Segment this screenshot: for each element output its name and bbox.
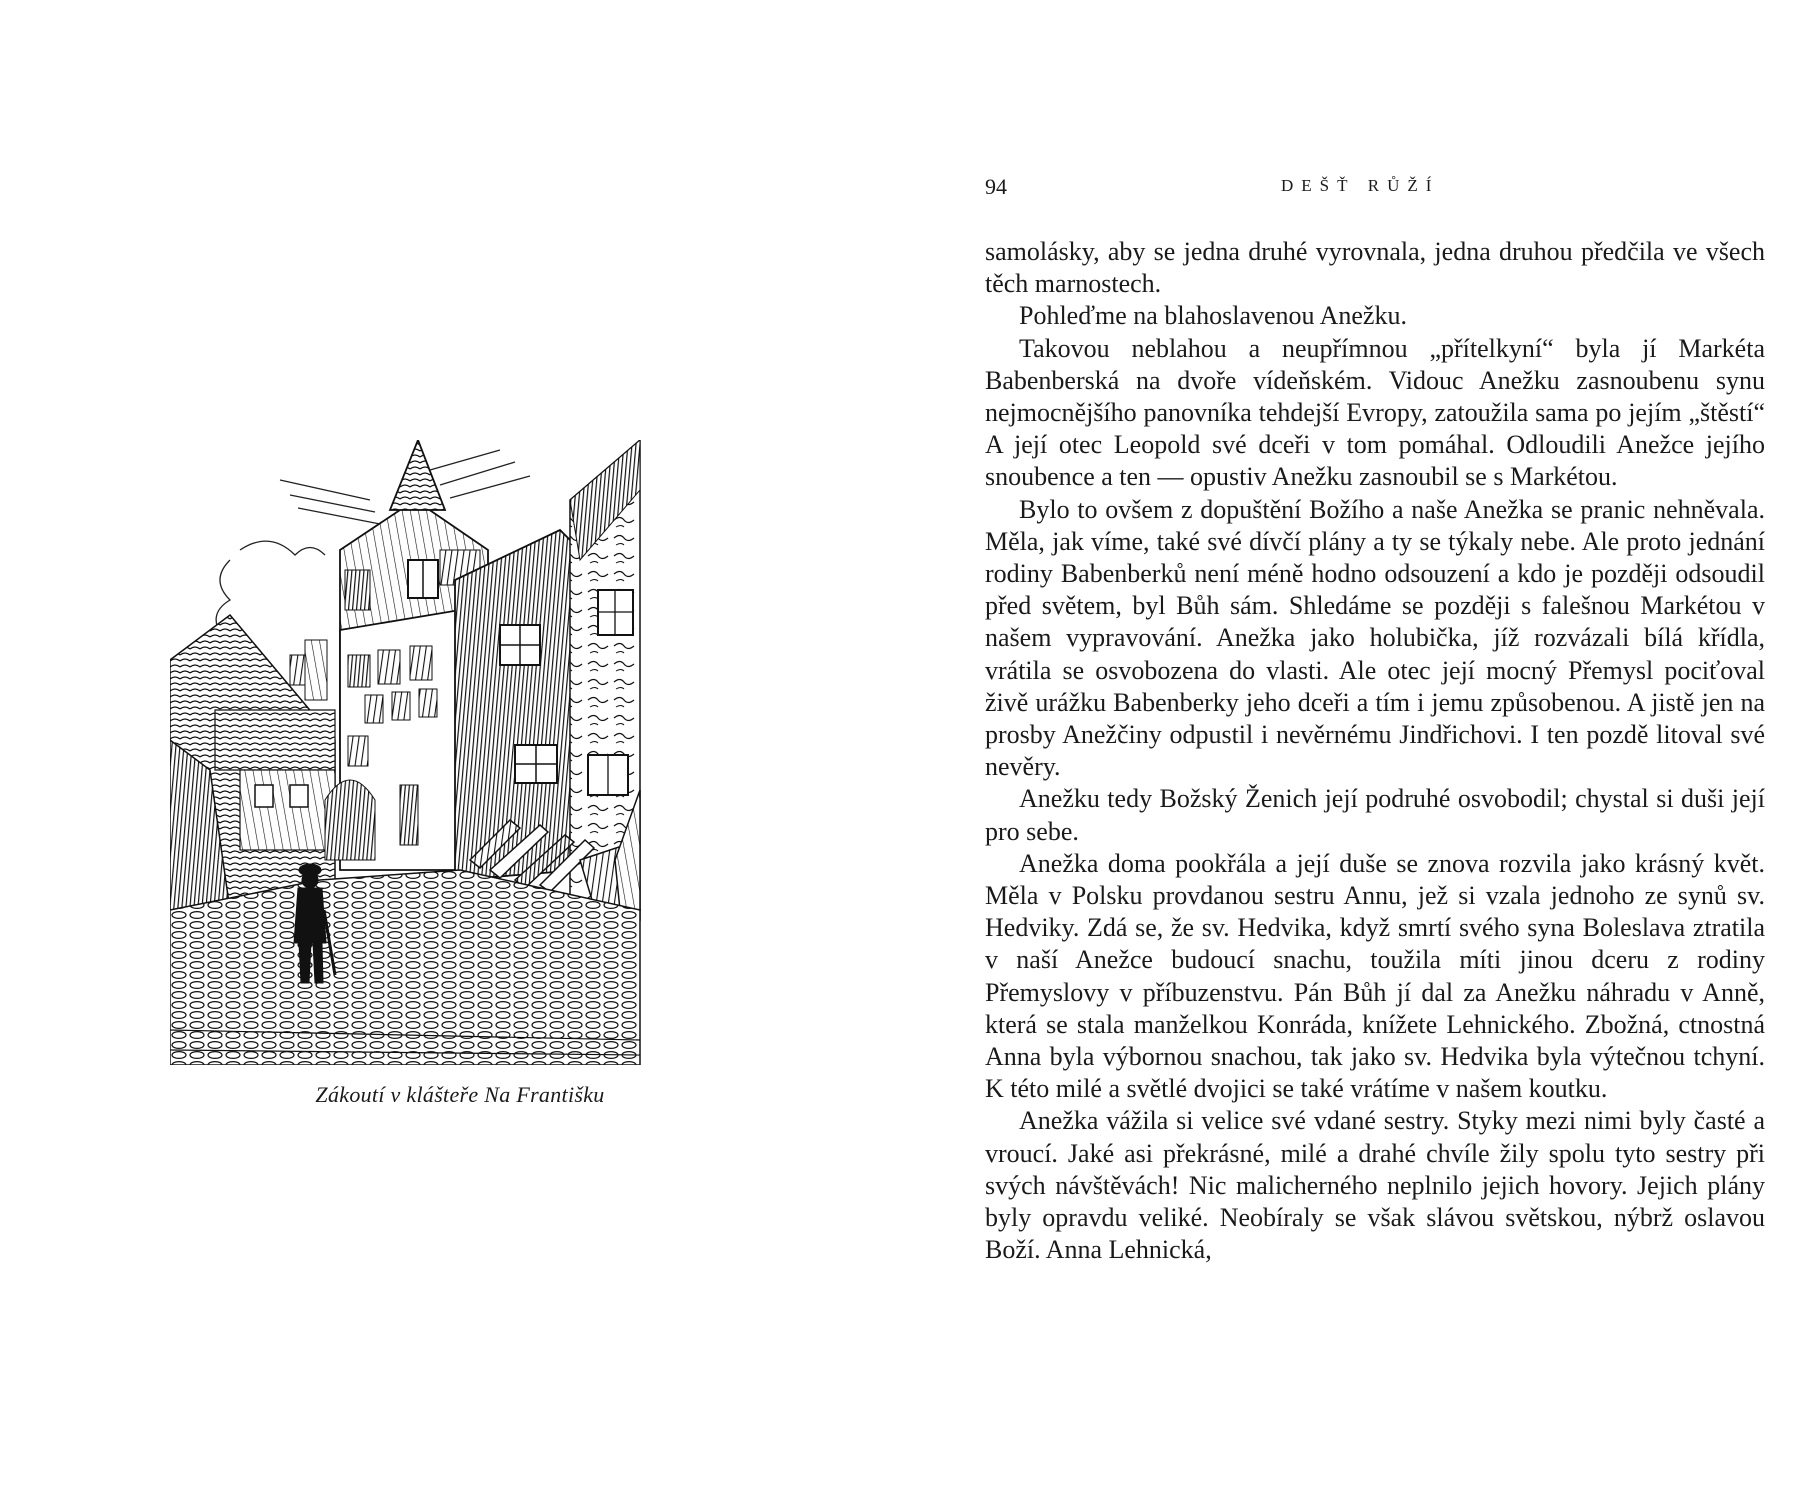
illustration-caption: Zákoutí v klášteře Na Františku xyxy=(315,1082,605,1107)
running-head xyxy=(985,174,1765,204)
running-title: DEŠŤ RŮŽÍ xyxy=(1281,176,1440,195)
paragraph: Anežka doma pookřála a její duše se znova rozvila jako krásný květ. Měla v Polsku provdanou sestru Annu, jež si vzala jednoho ze synů sv. Hedviky. Zdá se, že sv. Hedvika, když smrtí svého syna Boleslava ztratila v naší Anežce budoucí snachu, toužila míti jinou dceru z rodiny Přemyslovy v příbuzenstvu. Pán Bůh jí dal za Anežku náhradu v Anně, která se stala manželkou Konráda, knížete Lehnického. Zbožná, ctnostná Anna byla výbornou snachou, tak jako sv. Hedvika byla výtečnou tchyní. K této milé a světlé dvojici se také vrátíme v našem koutku. xyxy=(985,848,1765,1104)
paragraph: Bylo to ovšem z dopuštění Božího a naše Anežka se pranic nehněvala. Měla, jak víme, také své dívčí plány a ty se týkaly nebe. Ale proto jednání rodiny Babenberků není méně hodno odsouzení a kdo je později odsoudil před světem, byl Bůh sám. Shledáme se později s falešnou Markétou v našem vypravování. Anežka jako holubička, jíž rozvázali bílá křídla, vrátila se osvobozena do vlasti. Ale otec její mocný Přemysl pociťoval živě urážku Babenberky jeho dceři a tím i jemu způsobenou. A jistě jen na prosby Anežčiny odpustil i nevěrnému Jindřichovi. I ten pozdě litoval své nevěry. xyxy=(985,494,1765,782)
right-page xyxy=(985,0,1765,1500)
paragraph: Takovou neblahou a neupřímnou „přítelkyní“ byla jí Markéta Babenberská na dvoře vídeňském. Vidouc Anežku zasnoubenu synu nejmocnějšího panovníka tehdejší Evropy, zatoužila sama po jejím „štěstí“ A její otec Leopold své dceři v tom pomáhal. Odloudili Anežce jejího snoubence a ten — opustiv Anežku zasnoubil se s Markétou. xyxy=(985,333,1765,492)
paragraph: Anežku tedy Božský Ženich její podruhé osvobodil; chystal si duši její pro sebe. xyxy=(985,784,1765,846)
monastery-courtyard-illustration xyxy=(170,440,750,1065)
paragraph: Pohleďme na blahoslavenou Anežku. xyxy=(1019,301,1407,331)
page-number: 94 xyxy=(985,174,1007,199)
paragraph-continued: samolásky, aby se jedna druhé vyrovnala, jedna druhou předčila ve všech těch marnostech. xyxy=(985,237,1765,299)
engraving-image xyxy=(170,440,750,1065)
paragraph: Anežka vážila si velice své vdané sestry. Styky mezi nimi byly časté a vroucí. Jaké asi překrásné, milé a drahé chvíle žily spolu tyto sestry při svých návštěvách! Nic malicherného neplnilo jejich hovory. Jejich plány byly opravdu veliké. Neobíraly se však slávou světskou, nýbrž oslavou Boží. Anna Lehnická, xyxy=(985,1106,1765,1265)
body-text xyxy=(985,236,1765,1267)
